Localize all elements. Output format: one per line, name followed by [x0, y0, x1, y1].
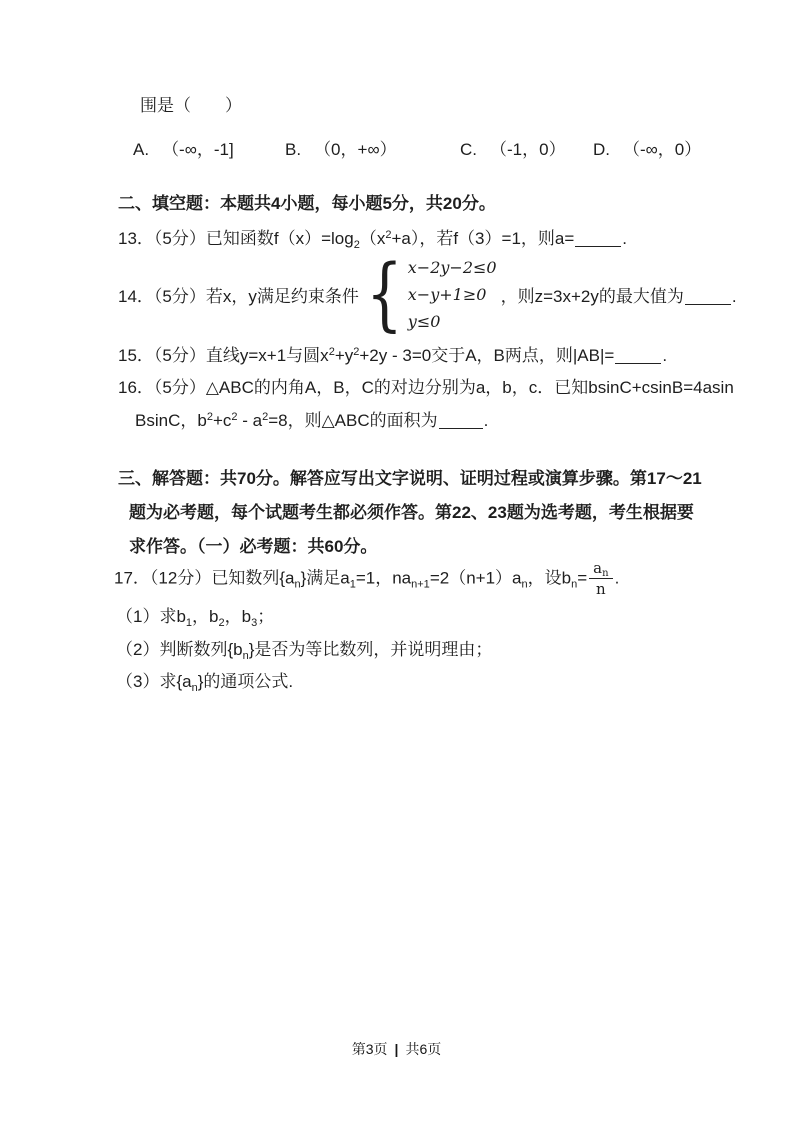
text-run: =2（n+1）a — [429, 568, 522, 588]
option-d — [593, 139, 701, 161]
subscript: n — [571, 578, 578, 591]
subscript: n — [602, 568, 609, 579]
text-run: . — [614, 568, 620, 588]
text-run: . — [662, 346, 668, 365]
text-run: . — [622, 229, 628, 248]
text-run: （x — [359, 229, 386, 248]
text-run: - a — [237, 411, 263, 430]
fraction — [589, 559, 612, 599]
constraint-line: x−2y−2≤0 — [407, 257, 497, 277]
page-footer — [0, 1040, 793, 1058]
text-run: ，设b — [527, 568, 572, 588]
subscript: n — [294, 578, 301, 591]
section-3-heading — [118, 462, 718, 564]
section-3-heading-line-1: 三、解答题：共70分。解答应写出文字说明、证明过程或演算步骤。第17～21 — [118, 469, 702, 488]
question-17 — [114, 552, 619, 606]
question-16-line-2 — [118, 404, 734, 437]
text-run: +2y - 3=0交于A，B两点，则|AB|= — [359, 346, 615, 365]
text-run: 17．（12分）已知数列{a — [114, 568, 295, 588]
question-17-part-1 — [116, 606, 274, 628]
question-16-line-1 — [118, 371, 734, 404]
superscript: 2 — [385, 229, 392, 241]
question-17-part-3 — [116, 671, 293, 693]
option-c-value: （-1，0） — [490, 140, 566, 159]
superscript: 2 — [262, 411, 269, 423]
text-run: 15．（5分）直线y=x+1与圆x — [118, 346, 329, 365]
subscript: 2 — [353, 239, 360, 251]
fraction-numerator — [589, 559, 612, 579]
text-run: 16．（5分）△ABC的内角A，B，C的对边分别为a，b，c．已知bsinC+csinB=4asin — [118, 378, 734, 397]
footer-page-number: 第3页 — [351, 1041, 388, 1057]
text-run: +y — [334, 346, 354, 365]
option-d-value: （-∞，0） — [623, 140, 702, 159]
answer-blank — [575, 233, 621, 247]
option-b — [285, 139, 397, 161]
option-d-label: D. — [593, 140, 610, 159]
subscript: 1 — [349, 578, 356, 591]
question-12-options-row — [0, 139, 793, 163]
question-17-part-2 — [116, 639, 492, 661]
subscript: 3 — [251, 617, 258, 629]
answer-blank — [685, 291, 731, 305]
text-run: ； — [257, 607, 275, 626]
option-b-value: （0，+∞） — [314, 140, 397, 159]
question-14-prefix: 14．（5分）若x，y满足约束条件 — [118, 286, 359, 306]
text-run: 13．（5分）已知函数f（x）=log — [118, 229, 354, 248]
subscript: n+1 — [411, 578, 430, 591]
constraint-line: x−y+1≥0 — [407, 284, 487, 304]
question-16 — [118, 371, 734, 437]
option-c-label: C. — [460, 140, 477, 159]
text-run: a — [593, 559, 603, 577]
question-15 — [118, 345, 667, 367]
constraint-group — [408, 254, 497, 335]
subscript: 1 — [185, 617, 193, 629]
text-run: （3）求{a — [116, 672, 192, 691]
text-run: +a），若f（3）=1，则a= — [391, 229, 575, 248]
question-14 — [118, 247, 737, 340]
text-run: ，b — [192, 607, 219, 626]
answer-blank — [615, 350, 661, 364]
subscript: n — [521, 578, 528, 591]
text-run: =1，na — [355, 568, 412, 588]
option-a-value: （-∞，-1] — [162, 140, 234, 159]
fraction-denominator: n — [596, 580, 606, 598]
subscript: n — [242, 650, 249, 662]
question-14-suffix — [501, 282, 737, 307]
section-2-heading: 二、填空题：本题共4小题，每小题5分，共20分。 — [118, 194, 496, 213]
superscript: 2 — [206, 411, 213, 423]
text-run: = — [577, 568, 588, 588]
text-run: }满足a — [300, 568, 350, 588]
superscript: 2 — [328, 346, 335, 358]
question-12-continuation: 围是（ ） — [140, 96, 242, 115]
text-run: =8，则△ABC的面积为 — [268, 411, 438, 430]
text-run: BsinC，b — [135, 411, 207, 430]
text-run: （1）求b — [116, 607, 186, 626]
text-run: ，b — [224, 607, 252, 626]
text-run: }是否为等比数列，并说明理由； — [248, 640, 493, 659]
text-run: ，则z=3x+2y的最大值为 — [500, 286, 684, 306]
section-3-heading-line-2: 题为必考题，每个试题考生都必须作答。第22、23题为选考题，考生根据要 — [129, 503, 694, 522]
question-17-statement — [114, 559, 619, 599]
footer-separator: | — [394, 1041, 399, 1057]
footer-total-pages: 共6页 — [405, 1041, 442, 1057]
answer-blank — [439, 415, 483, 429]
option-a — [133, 139, 234, 161]
text-run: . — [483, 411, 489, 430]
text-run: . — [731, 286, 737, 306]
constraint-line: y≤0 — [407, 311, 441, 331]
superscript: 2 — [353, 346, 360, 358]
option-a-label: A. — [133, 140, 150, 159]
subscript: 2 — [218, 617, 225, 629]
text-run: +c — [212, 411, 232, 430]
superscript: 2 — [231, 411, 238, 423]
option-b-label: B. — [285, 140, 302, 159]
text-run: }的通项公式. — [197, 672, 294, 691]
text-run: （2）判断数列{b — [116, 640, 243, 659]
option-c — [460, 139, 566, 161]
subscript: n — [191, 682, 198, 694]
left-brace: { — [366, 247, 403, 340]
section-3-heading-line-3: 求作答。（一）必考题：共60分。 — [129, 537, 378, 556]
